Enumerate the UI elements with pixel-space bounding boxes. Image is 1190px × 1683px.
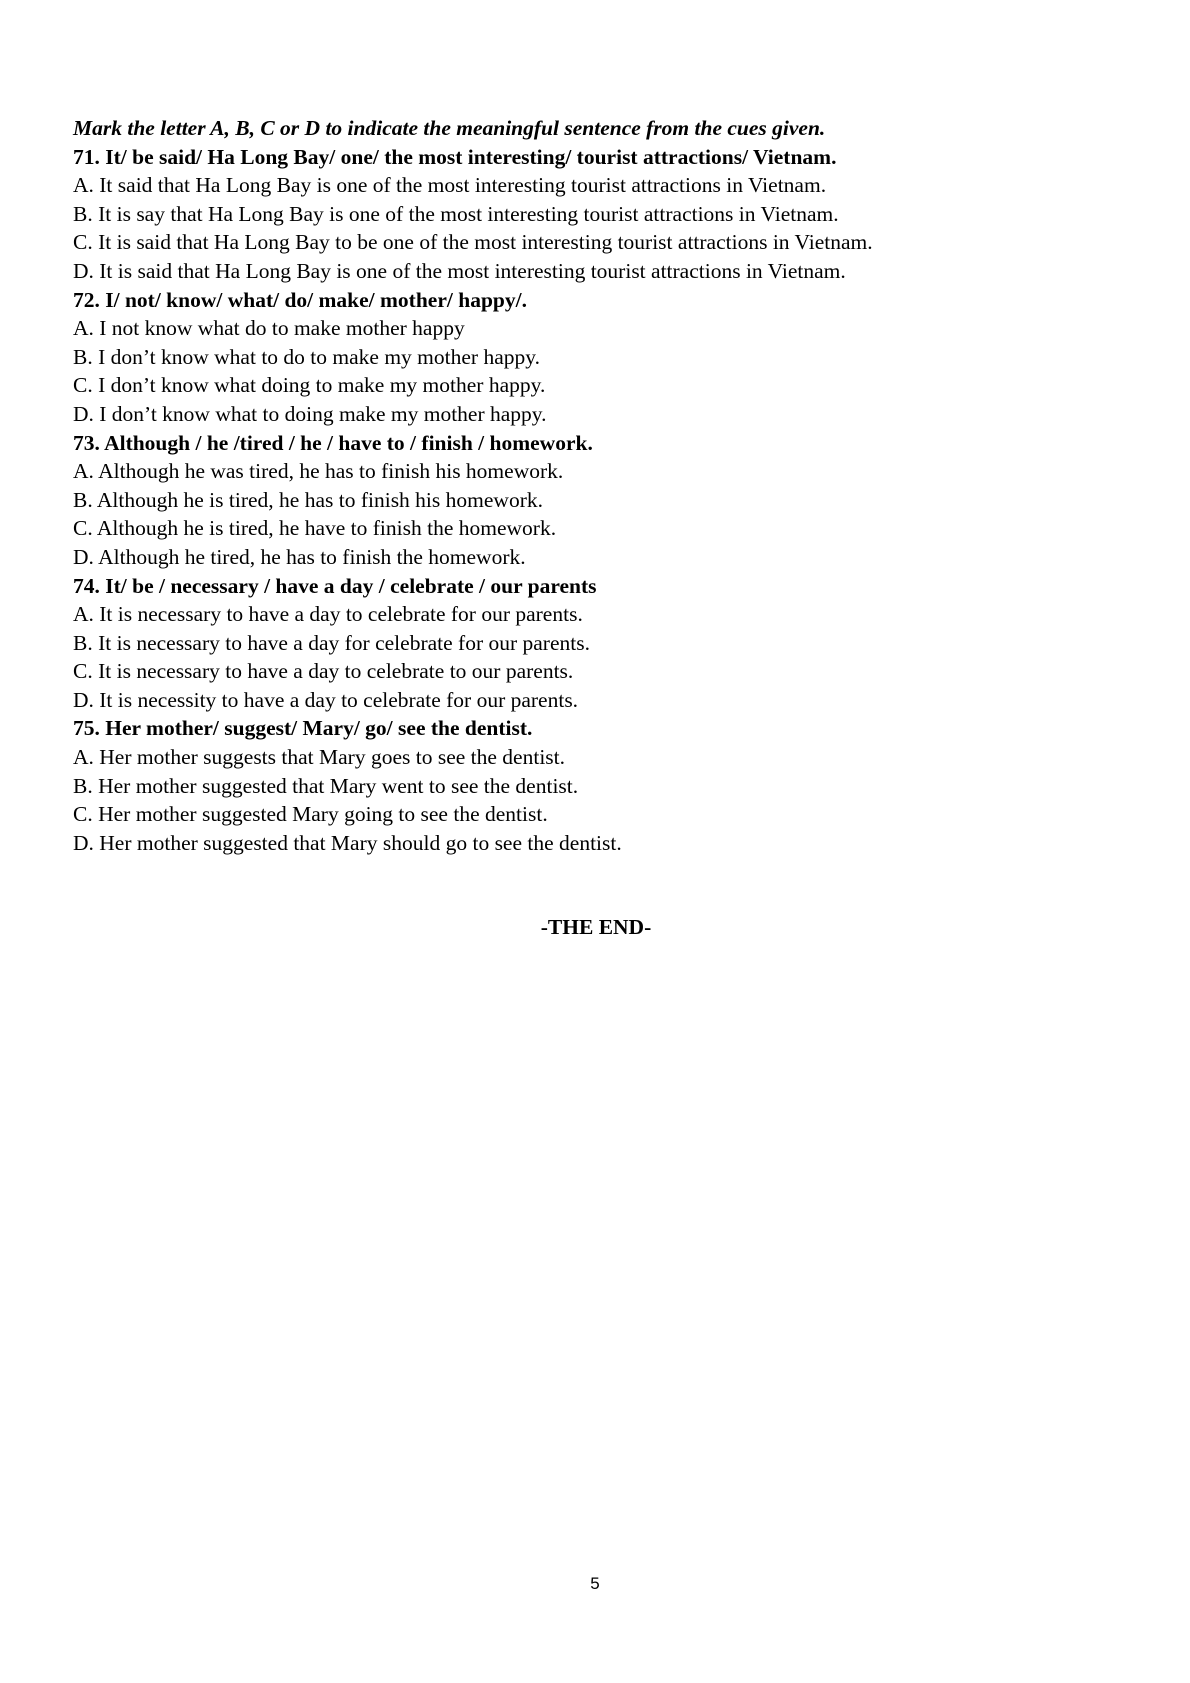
- question-74: [73, 572, 1133, 715]
- instruction-text: Mark the letter A, B, C or D to indicate the meaningful sentence from the cues given.: [73, 116, 826, 140]
- option-a: A. Her mother suggests that Mary goes to see the dentist.: [73, 745, 566, 770]
- option-d: D. It is said that Ha Long Bay is one of the most interesting tourist attractions in Vietnam.: [73, 258, 846, 283]
- question-prompt: 75. Her mother/ suggest/ Mary/ go/ see the dentist.: [73, 716, 533, 741]
- option-d: D. Her mother suggested that Mary should go to see the dentist.: [73, 830, 622, 855]
- question-75: [73, 714, 1133, 857]
- option-d: D. It is necessity to have a day to celebrate for our parents.: [73, 687, 579, 712]
- option-a: A. I not know what do to make mother happy: [73, 316, 465, 341]
- option-c: C. It is necessary to have a day to celebrate to our parents.: [73, 659, 574, 684]
- option-a: A. Although he was tired, he has to finish his homework.: [73, 459, 564, 484]
- option-b: B. It is say that Ha Long Bay is one of the most interesting tourist attractions in Vietnam.: [73, 201, 839, 226]
- option-b: B. Her mother suggested that Mary went to see the dentist.: [73, 773, 579, 798]
- option-c: C. I don’t know what doing to make my mother happy.: [73, 373, 546, 398]
- question-71: [73, 143, 1133, 286]
- option-d: D. Although he tired, he has to finish the homework.: [73, 544, 526, 569]
- option-c: C. Although he is tired, he have to finish the homework.: [73, 516, 557, 541]
- option-c: C. Her mother suggested Mary going to see the dentist.: [73, 802, 548, 827]
- question-72: [73, 286, 1133, 429]
- option-c: C. It is said that Ha Long Bay to be one of the most interesting tourist attractions in Vietnam.: [73, 230, 873, 255]
- option-b: B. I don’t know what to do to make my mother happy.: [73, 344, 540, 369]
- question-prompt: 73. Although / he /tired / he / have to / finish / homework.: [73, 430, 593, 455]
- exercise-section: [73, 114, 1133, 857]
- option-a: A. It said that Ha Long Bay is one of the most interesting tourist attractions in Vietnam.: [73, 173, 827, 198]
- question-73: [73, 429, 1133, 572]
- question-prompt: 72. I/ not/ know/ what/ do/ make/ mother/ happy/.: [73, 287, 527, 312]
- option-a: A. It is necessary to have a day to celebrate for our parents.: [73, 602, 583, 627]
- page-number: 5: [590, 1574, 600, 1593]
- end-marker: -THE END-: [540, 915, 652, 939]
- option-b: B. Although he is tired, he has to finish his homework.: [73, 487, 543, 512]
- option-b: B. It is necessary to have a day for celebrate for our parents.: [73, 630, 590, 655]
- question-prompt: 74. It/ be / necessary / have a day / celebrate / our parents: [73, 573, 597, 598]
- option-d: D. I don’t know what to doing make my mother happy.: [73, 401, 547, 426]
- question-prompt: 71. It/ be said/ Ha Long Bay/ one/ the most interesting/ tourist attractions/ Vietnam.: [73, 144, 837, 169]
